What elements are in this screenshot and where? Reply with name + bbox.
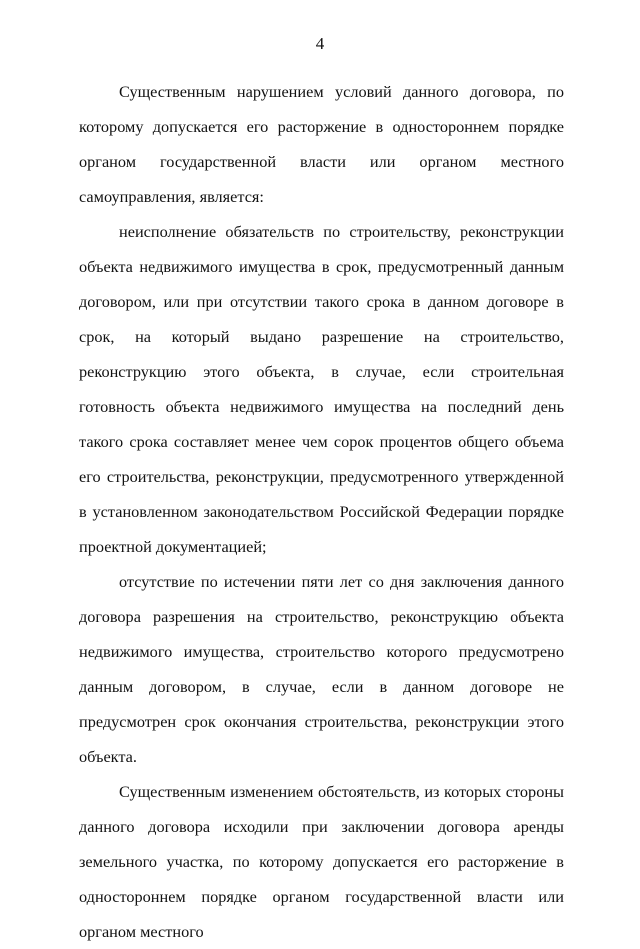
paragraph-nonperformance: неисполнение обязательств по строительству, реконструкции объекта недвижимого имущества в срок, предусмотренный данным договором, или при отсутствии такого срока в данном договоре в срок, на который выдано разрешение на строительство, реконструкцию этого объекта, в случае, если строительная готовность объекта недвижимого имущества на последний день такого срока составляет менее чем сорок процентов общего объема его строительства, реконструкции, предусмотренного утвержденной в установленном законодательством Российской Федерации порядке проектной документацией;	[79, 222, 564, 556]
paragraph-no-permit: отсутствие по истечении пяти лет со дня заключения данного договора разрешения на строительство, реконструкцию объекта недвижимого имущества, строительство которого предусмотрено данным договором, в случае, если в данном договоре не предусмотрен срок окончания строительства, реконструкции этого объекта.	[79, 572, 564, 766]
paragraph-change-of-circumstances: Существенным изменением обстоятельств, из которых стороны данного договора исходили при заключении договора аренды земельного участка, по которому допускается его расторжение в одностороннем порядке органом государственной власти или органом местного	[79, 782, 564, 941]
page-number: 4	[315, 34, 325, 53]
paragraph-material-breach: Существенным нарушением условий данного договора, по которому допускается его расторжение в одностороннем порядке органом государственной власти или органом местного самоуправления, является:	[79, 82, 564, 206]
document-body	[79, 74, 564, 949]
